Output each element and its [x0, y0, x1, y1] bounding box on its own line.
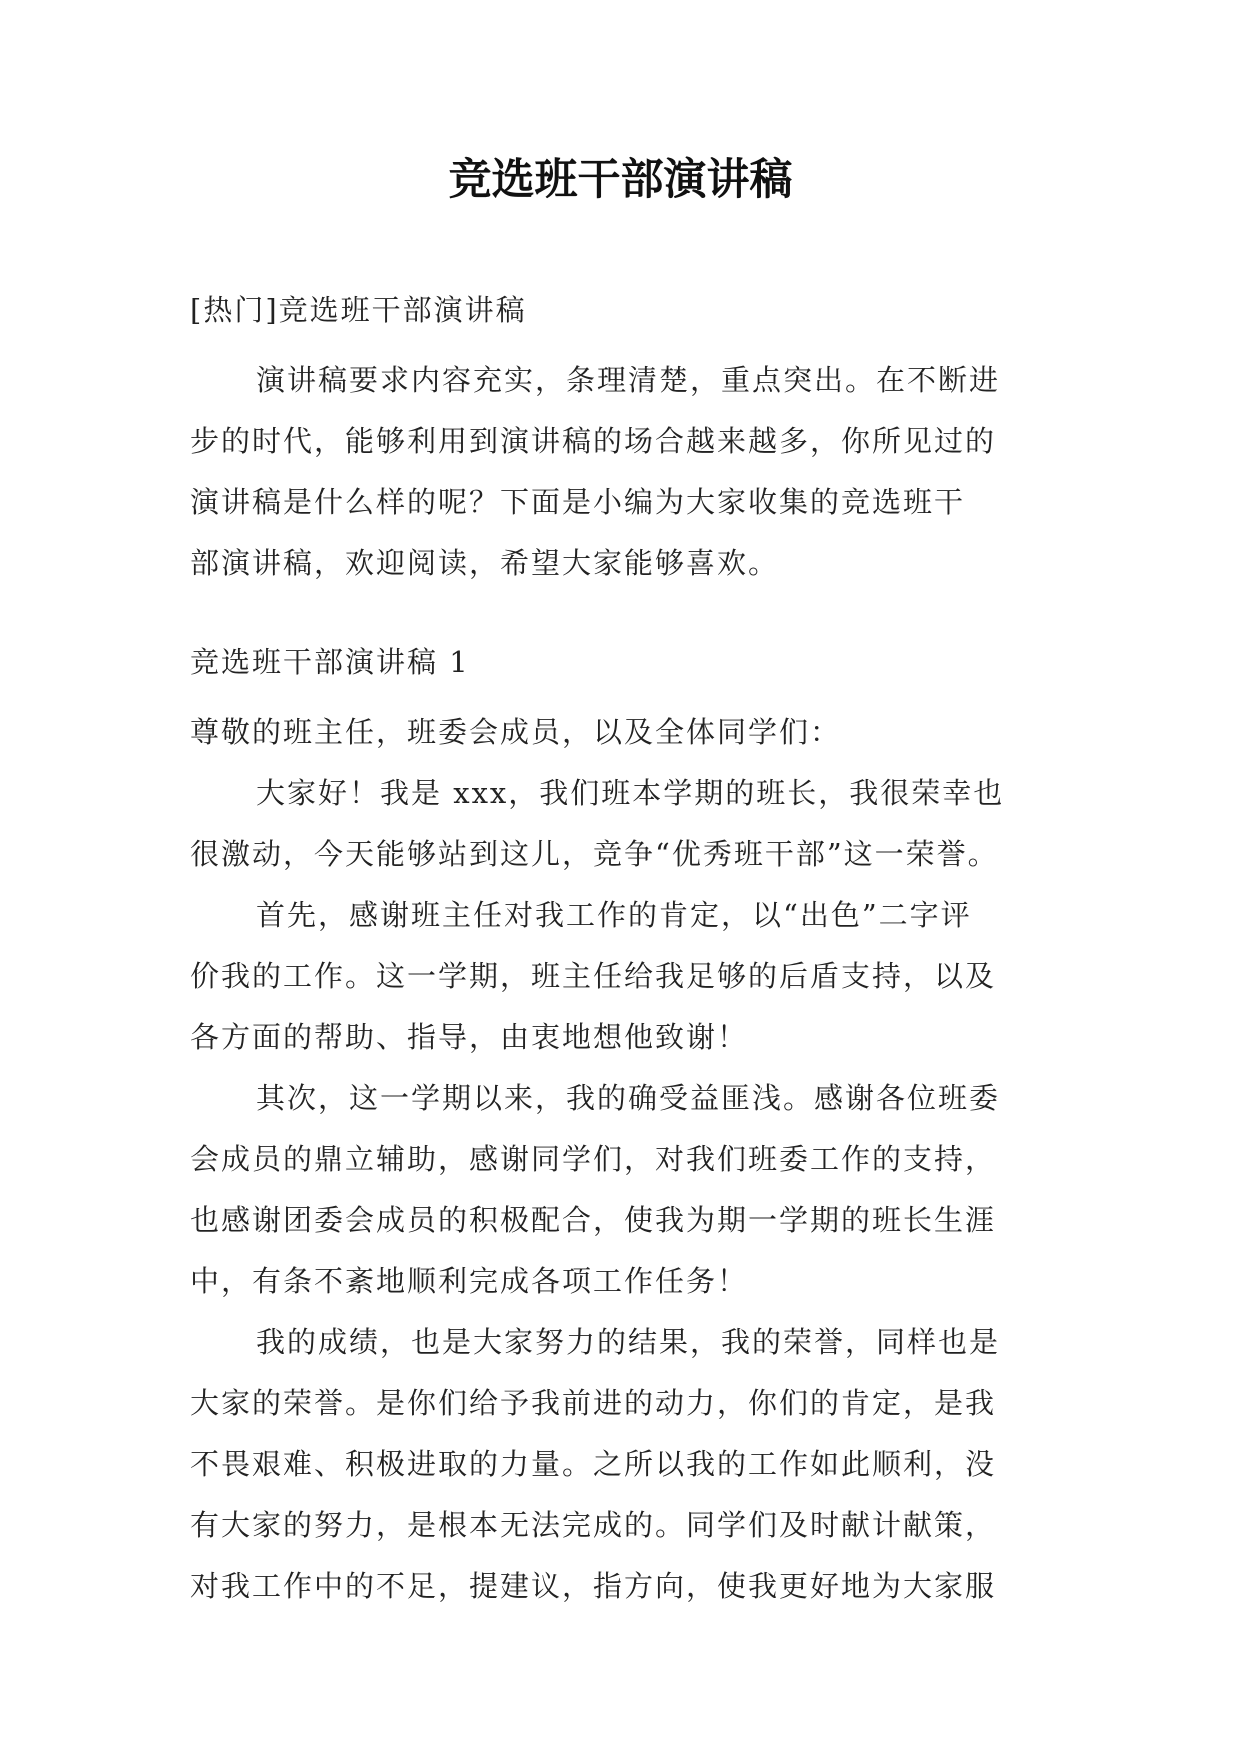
- intro-line: 演讲稿要求内容充实，条理清楚，重点突出。在不断进: [256, 363, 1001, 397]
- section-heading: 竞选班干部演讲稿 1: [190, 645, 470, 679]
- content-line: 也感谢团委会成员的积极配合，使我为期一学期的班长生涯: [190, 1203, 997, 1237]
- content-line: 各方面的帮助、指导，由衷地想他致谢！: [190, 1020, 749, 1054]
- intro-line: 部演讲稿，欢迎阅读，希望大家能够喜欢。: [190, 546, 780, 580]
- content-line: 有大家的努力，是根本无法完成的。同学们及时献计献策，: [190, 1508, 997, 1542]
- content-line: 中，有条不紊地顺利完成各项工作任务！: [190, 1264, 749, 1298]
- content-line: 很激动，今天能够站到这儿，竞争“优秀班干部”这一荣誉。: [190, 837, 999, 871]
- intro-line: 步的时代，能够利用到演讲稿的场合越来越多，你所见过的: [190, 424, 997, 458]
- document-title: 竞选班干部演讲稿: [448, 155, 793, 205]
- content-line: 对我工作中的不足，提建议，指方向，使我更好地为大家服: [190, 1569, 997, 1603]
- content-line: 价我的工作。这一学期，班主任给我足够的后盾支持，以及: [190, 959, 997, 993]
- content-line: 我的成绩，也是大家努力的结果，我的荣誉，同样也是: [256, 1325, 1001, 1359]
- salutation-line: 尊敬的班主任，班委会成员，以及全体同学们：: [190, 715, 842, 749]
- document-subtitle: [热门]竞选班干部演讲稿: [190, 293, 527, 327]
- content-line: 大家的荣誉。是你们给予我前进的动力，你们的肯定，是我: [190, 1386, 997, 1420]
- intro-paragraph: [190, 350, 1060, 594]
- content-line: 不畏艰难、积极进取的力量。之所以我的工作如此顺利，没: [190, 1447, 997, 1481]
- intro-line: 演讲稿是什么样的呢？下面是小编为大家收集的竞选班干: [190, 485, 966, 519]
- content-line: 首先，感谢班主任对我工作的肯定，以“出色”二字评: [256, 898, 972, 932]
- content-line: 会成员的鼎立辅助，感谢同学们，对我们班委工作的支持，: [190, 1142, 997, 1176]
- content-line: 其次，这一学期以来，我的确受益匪浅。感谢各位班委: [256, 1081, 1001, 1115]
- content-line: 大家好！我是 xxx，我们班本学期的班长，我很荣幸也: [256, 776, 1005, 810]
- speech-content: [190, 702, 1060, 1617]
